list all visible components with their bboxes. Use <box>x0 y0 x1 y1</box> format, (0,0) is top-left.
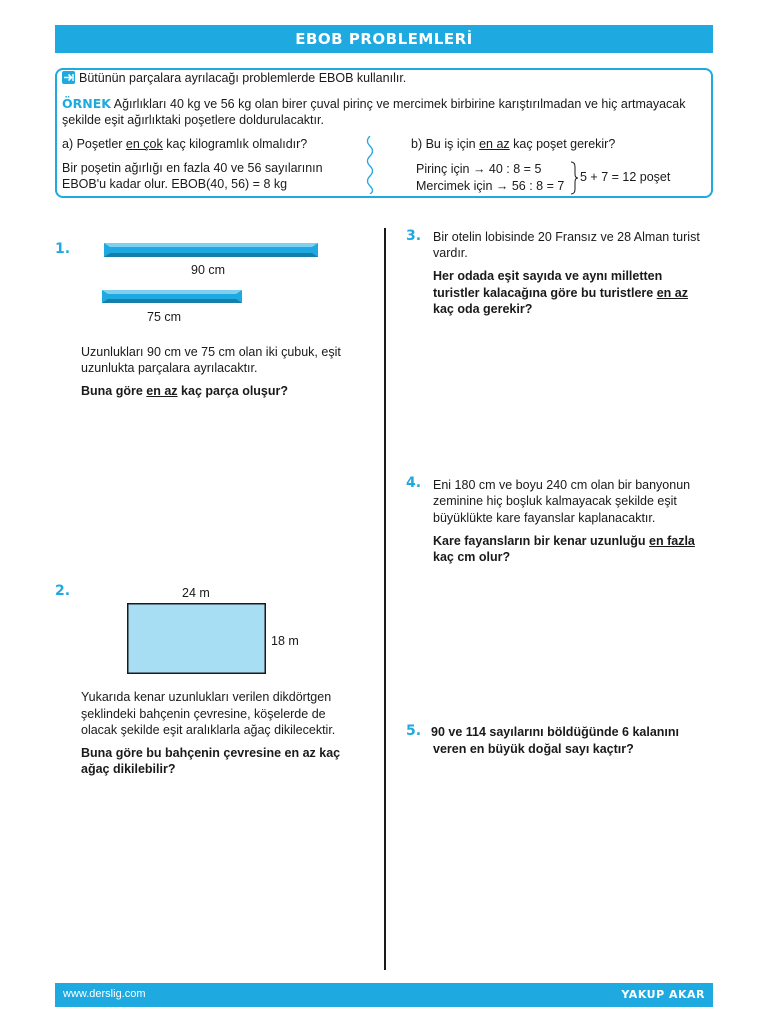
question-1-text-2: uzunlukta parçalara ayrılacaktır. <box>81 361 258 375</box>
question-2-number: 2. <box>55 583 71 599</box>
part-a-question: a) Poşetler en çok kaç kilogramlık olmalıdır? <box>62 137 308 151</box>
part-b-sum: 5 + 7 = 12 poşet <box>580 170 671 184</box>
question-5-number: 5. <box>406 723 422 739</box>
example-line-2: şekilde eşit ağırlıktaki poşetlere doldurulacaktır. <box>62 113 324 127</box>
rod-90cm-label: 90 cm <box>191 263 226 277</box>
question-4-ask-2: kaç cm olur? <box>433 550 511 564</box>
question-1-ask: Buna göre en az kaç parça oluşur? <box>81 384 289 398</box>
footer-bar <box>55 983 713 1007</box>
question-3-ask-3: kaç oda gerekir? <box>433 302 533 316</box>
part-b-question: b) Bu iş için en az kaç poşet gerekir? <box>411 137 616 151</box>
page-title: EBOB PROBLEMLERİ <box>55 25 713 53</box>
question-2-text-2: şeklindeki bahçenin çevresine, köşelerde de <box>81 707 326 721</box>
example-label: ÖRNEK <box>62 96 111 111</box>
question-4-number: 4. <box>406 475 422 491</box>
question-5-ask-1: 90 ve 114 sayılarını böldüğünde 6 kalanını <box>431 725 680 739</box>
rod-90cm <box>104 243 318 257</box>
question-2-text-1: Yukarıda kenar uzunlukları verilen dikdörtgen <box>81 690 332 704</box>
rect-width-label: 24 m <box>182 586 210 600</box>
question-3-text-2: vardır. <box>433 246 468 260</box>
wavy-divider <box>364 136 376 194</box>
example-line-1: ÖRNEK Ağırlıkları 40 kg ve 56 kg olan birer çuval pirinç ve mercimek birbirine karıştırılmadan ve hiç artmayacak <box>62 96 686 111</box>
question-3-ask-2: turistler kalacağına göre bu turistlere en az <box>433 286 688 300</box>
question-4-text-3: büyüklükte kare fayanslar kaplanacaktır. <box>433 511 656 525</box>
part-b-line-1: Pirinç için → 40 : 8 = 5 <box>416 162 542 176</box>
column-divider <box>384 228 386 970</box>
question-2-text-3: olacak şekilde eşit aralıklarla ağaç dikilecektir. <box>81 723 336 737</box>
question-5-ask-2: veren en büyük doğal sayı kaçtır? <box>433 742 634 756</box>
question-3-text-1: Bir otelin lobisinde 20 Fransız ve 28 Alman turist <box>433 230 700 244</box>
part-a-answer-1: Bir poşetin ağırlığı en fazla 40 ve 56 sayılarının <box>62 161 323 175</box>
question-1-text-1: Uzunlukları 90 cm ve 75 cm olan iki çubuk, eşit <box>81 345 341 359</box>
question-3-ask-1: Her odada eşit sayıda ve aynı milletten <box>433 269 663 283</box>
part-a-answer-2: EBOB'u kadar olur. EBOB(40, 56) = 8 kg <box>62 177 288 191</box>
question-2-ask-2: ağaç dikilebilir? <box>81 762 176 776</box>
rule-text: Bütünün parçalara ayrılacağı problemlerde EBOB kullanılır. <box>79 71 407 85</box>
question-4-text-1: Eni 180 cm ve boyu 240 cm olan bir banyonun <box>433 478 691 492</box>
question-2-ask-1: Buna göre bu bahçenin çevresine en az kaç <box>81 746 341 760</box>
rod-75cm <box>102 290 242 303</box>
question-4-ask-1: Kare fayansların bir kenar uzunluğu en fazla <box>433 534 695 548</box>
footer-author: YAKUP AKAR <box>621 988 705 1001</box>
part-b-line-2: Mercimek için → 56 : 8 = 7 <box>416 179 565 193</box>
rod-75cm-label: 75 cm <box>147 310 182 324</box>
footer-website-link[interactable]: www.derslig.com <box>63 988 146 1000</box>
question-1-number: 1. <box>55 241 71 257</box>
garden-rectangle <box>127 603 266 674</box>
rect-height-label: 18 m <box>271 634 299 648</box>
curly-brace <box>569 161 579 195</box>
question-4-text-2: zeminine hiç boşluk kalmayacak şekilde eşit <box>433 494 677 508</box>
question-3-number: 3. <box>406 228 422 244</box>
arrow-right-icon <box>62 71 75 84</box>
